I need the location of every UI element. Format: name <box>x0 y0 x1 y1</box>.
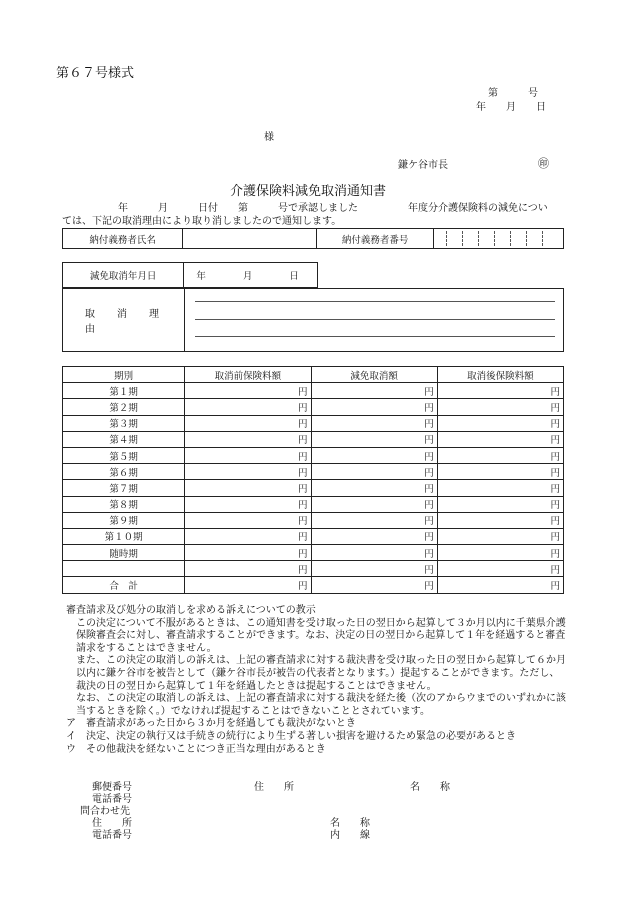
table-row <box>63 528 564 544</box>
period-label: 合 計 <box>63 577 185 593</box>
seal-mark: ㊞ <box>538 157 549 170</box>
amount-cell[interactable]: 円 <box>437 528 563 544</box>
reason-line[interactable] <box>195 319 555 320</box>
document-title: 介護保険料減免取消通知書 <box>230 184 387 199</box>
amount-cell[interactable]: 円 <box>185 383 311 399</box>
amount-cell[interactable]: 円 <box>437 577 563 593</box>
amount-cell[interactable]: 円 <box>437 545 563 561</box>
amount-cell[interactable]: 円 <box>185 480 311 496</box>
period-label <box>63 561 185 577</box>
amount-cell[interactable]: 円 <box>185 496 311 512</box>
reason-label: 取消理由 <box>63 289 185 351</box>
amount-cell[interactable]: 円 <box>185 545 311 561</box>
payer-table <box>62 228 564 249</box>
payer-number-label: 納付義務者番号 <box>317 229 433 249</box>
amount-cell[interactable]: 円 <box>311 528 437 544</box>
issue-date: 年 月 日 <box>476 102 546 113</box>
amount-cell[interactable]: 円 <box>311 383 437 399</box>
reason-line[interactable] <box>195 336 555 337</box>
amount-cell[interactable]: 円 <box>311 447 437 463</box>
digit-boxes <box>434 229 563 248</box>
col-header-after: 取消後保険料額 <box>437 367 563 383</box>
notice-paragraph: この決定について不服があるときは、この通知書を受け取った日の翌日から起算して３か月以内に千葉県介護保険審査会に対し、審査請求することができます。なお、決定の日の翌日から起算して１年を経過すると審査請求をすることはできません。 <box>76 617 566 654</box>
amount-cell[interactable]: 円 <box>185 399 311 415</box>
cancel-date-table <box>62 262 318 288</box>
inquiry-address-label: 住 所 <box>92 818 132 829</box>
payer-number-field[interactable] <box>433 229 563 249</box>
period-label: 第２期 <box>63 399 185 415</box>
amount-cell[interactable]: 円 <box>437 447 563 463</box>
payer-name-field[interactable] <box>183 229 317 249</box>
cancel-date-value[interactable]: 年 月 日 <box>184 263 318 288</box>
reason-line[interactable] <box>195 301 555 302</box>
amount-cell[interactable]: 円 <box>311 561 437 577</box>
amount-cell[interactable]: 円 <box>437 431 563 447</box>
cancel-date-label: 減免取消年月日 <box>63 263 184 288</box>
period-label: 第３期 <box>63 415 185 431</box>
notice-paragraph: なお、この決定の取消しの訴えは、上記の審査請求に対する裁決を経た後（次のアからウまでのいずれかに該当するときを除く。）でなければ提起することはできないこととされています。 <box>76 693 566 717</box>
inquiry-name-label: 名 称 <box>330 818 370 829</box>
period-label: 第７期 <box>63 480 185 496</box>
amount-cell[interactable]: 円 <box>311 545 437 561</box>
intro-line-1: 年 月 日付 第 号で承認しました 年度分介護保険料の減免につい <box>118 203 548 214</box>
amount-cell[interactable]: 円 <box>437 383 563 399</box>
amount-cell[interactable]: 円 <box>185 561 311 577</box>
notice-heading: 審査請求及び処分の取消しを求める訴えについての教示 <box>66 605 316 616</box>
inquiry-label: 問合わせ先 <box>80 806 130 817</box>
table-row <box>63 577 564 593</box>
amount-cell[interactable]: 円 <box>311 415 437 431</box>
col-header-before: 取消前保険料額 <box>185 367 311 383</box>
table-row <box>63 415 564 431</box>
amount-cell[interactable]: 円 <box>311 464 437 480</box>
phone-label: 電話番号 <box>92 794 132 805</box>
period-label: 第５期 <box>63 447 185 463</box>
amount-cell[interactable]: 円 <box>185 528 311 544</box>
amount-cell[interactable]: 円 <box>185 431 311 447</box>
amount-cell[interactable]: 円 <box>311 399 437 415</box>
notice-item: ウ その他裁決を経ないことにつき正当な理由があるとき <box>66 743 326 755</box>
period-label: 第４期 <box>63 431 185 447</box>
col-header-cancel: 減免取消額 <box>311 367 437 383</box>
col-header-period: 期別 <box>63 367 185 383</box>
reason-box <box>62 288 564 352</box>
amount-cell[interactable]: 円 <box>437 512 563 528</box>
amount-cell[interactable]: 円 <box>437 464 563 480</box>
period-label: 第８期 <box>63 496 185 512</box>
table-row <box>63 512 564 528</box>
table-row <box>63 431 564 447</box>
table-row <box>63 496 564 512</box>
period-label: 第１０期 <box>63 528 185 544</box>
table-row <box>63 399 564 415</box>
name-label: 名 称 <box>410 782 450 793</box>
period-label: 第６期 <box>63 464 185 480</box>
reference-number: 第 号 <box>488 88 538 99</box>
notice-item: ア 審査請求があった日から３か月を経過しても裁決がないとき <box>66 718 356 730</box>
payer-name-label: 納付義務者氏名 <box>63 229 183 249</box>
amount-cell[interactable]: 円 <box>311 577 437 593</box>
notice-paragraph: また、この決定の取消しの訴えは、上記の審査請求に対する裁決書を受け取った日の翌日から起算して６か月以内に鎌ケ谷市を被告として（鎌ケ谷市長が被告の代表者となります。）提起することができます。ただし、裁決の日の翌日から起算して１年を経過したときは提起することはできません。 <box>76 655 566 692</box>
inquiry-phone-label: 電話番号 <box>92 830 132 841</box>
amount-cell[interactable]: 円 <box>437 415 563 431</box>
amount-cell[interactable]: 円 <box>311 512 437 528</box>
table-row <box>63 464 564 480</box>
amount-cell[interactable]: 円 <box>437 496 563 512</box>
table-row <box>63 447 564 463</box>
amount-cell[interactable]: 円 <box>185 415 311 431</box>
period-label: 随時期 <box>63 545 185 561</box>
period-label: 第９期 <box>63 512 185 528</box>
amount-cell[interactable]: 円 <box>185 447 311 463</box>
amount-cell[interactable]: 円 <box>437 399 563 415</box>
extension-label: 内 線 <box>330 830 370 841</box>
amount-cell[interactable]: 円 <box>185 577 311 593</box>
amount-cell[interactable]: 円 <box>185 512 311 528</box>
table-row <box>63 545 564 561</box>
address-label: 住 所 <box>254 782 294 793</box>
amount-cell[interactable]: 円 <box>437 480 563 496</box>
amount-cell[interactable]: 円 <box>185 464 311 480</box>
appeal-notice <box>66 605 566 756</box>
period-label: 第１期 <box>63 383 185 399</box>
amount-cell[interactable]: 円 <box>311 431 437 447</box>
table-row <box>63 480 564 496</box>
postal-label: 郵便番号 <box>92 782 132 793</box>
intro-line-2: ては、下記の取消理由により取り消しましたので通知します。 <box>62 216 342 227</box>
addressee-suffix: 様 <box>264 132 274 143</box>
table-row <box>63 561 564 577</box>
premium-periods-table <box>62 366 564 594</box>
form-number: 第６７号様式 <box>56 66 135 81</box>
issuer-name: 鎌ケ谷市長 <box>398 160 448 171</box>
amount-cell[interactable]: 円 <box>311 496 437 512</box>
amount-cell[interactable]: 円 <box>311 480 437 496</box>
table-row <box>63 383 564 399</box>
amount-cell[interactable]: 円 <box>437 561 563 577</box>
notice-item: イ 決定、決定の執行又は手続きの続行により生ずる著しい損害を避けるため緊急の必要があるとき <box>66 730 516 742</box>
